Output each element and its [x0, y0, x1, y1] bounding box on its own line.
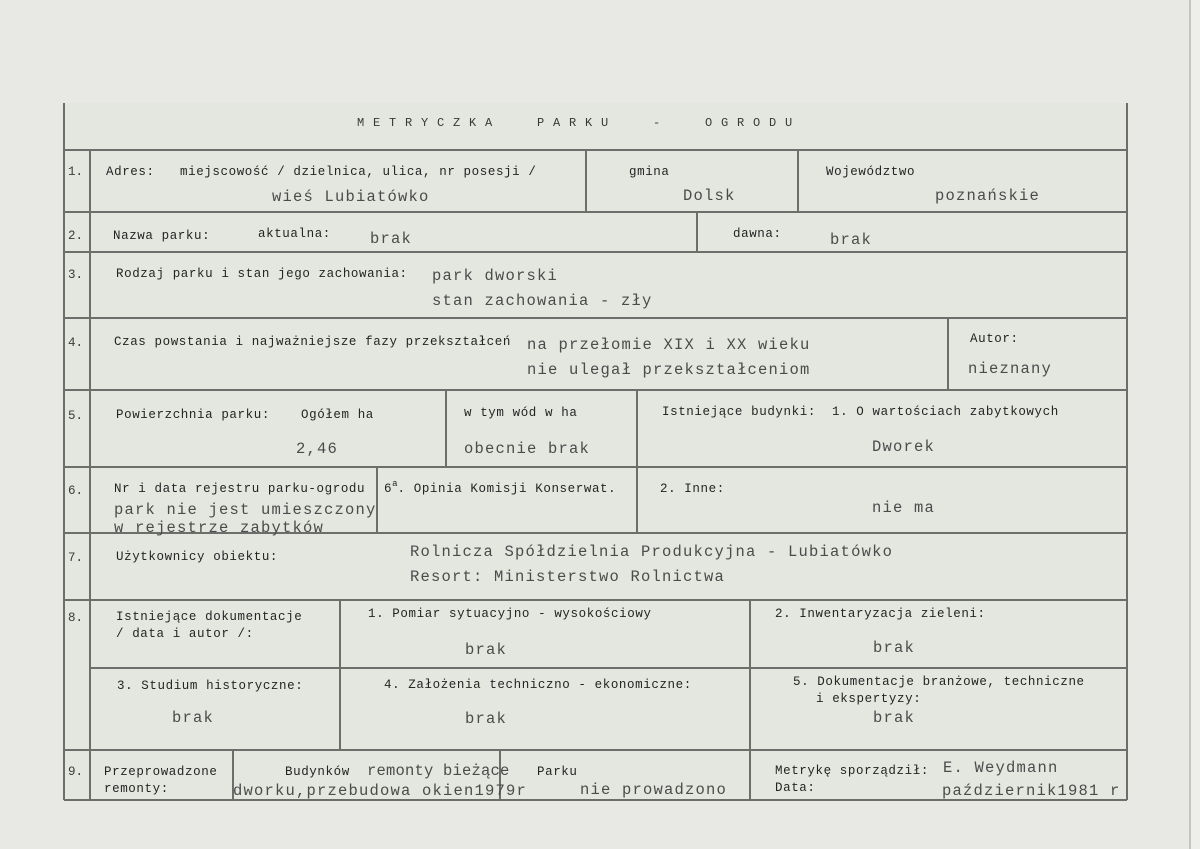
register-label: Nr i data rejestru parku-ogrodu: [114, 482, 366, 496]
park-repairs-label: Parku: [537, 765, 578, 779]
total-area-label: Ogółem ha: [301, 408, 374, 422]
form-title: METRYCZKA PARKU - OGRODU: [357, 116, 802, 130]
buildings-repairs-value: dworku,przebudowa okien1979r: [233, 782, 528, 800]
buildings-repairs-label: Budynków: [285, 765, 350, 779]
current-name-value: brak: [370, 230, 413, 248]
row-number: 2.: [68, 229, 84, 243]
history-label: Czas powstania i najważniejsze fazy przekształceń: [114, 335, 511, 349]
park-type-label: Rodzaj parku i stan jego zachowania:: [116, 267, 408, 281]
buildings-repairs-value: remonty bieżące: [367, 762, 510, 780]
greenery-value: brak: [873, 639, 916, 657]
row-number: 3.: [68, 268, 84, 282]
users-label: Użytkownicy obiektu:: [116, 550, 279, 564]
date-label: Data:: [775, 781, 816, 795]
park-repairs-value: nie prowadzono: [580, 781, 728, 799]
author-label: Autor:: [970, 332, 1019, 346]
address-value: wieś Lubiatówko: [272, 188, 430, 206]
address-hint: miejscowość / dzielnica, ulica, nr posesji /: [180, 165, 537, 179]
conservator-opinion-label: [384, 481, 616, 498]
survey-label: 1. Pomiar sytuacyjno - wysokościowy: [368, 607, 652, 621]
greenery-label: 2. Inwentaryzacja zieleni:: [775, 607, 986, 621]
area-label: Powierzchnia parku:: [116, 408, 270, 422]
author-value: nieznany: [968, 360, 1053, 378]
date-value: październik1981 r: [942, 782, 1121, 800]
branch-documentation-label: i ekspertyzy:: [816, 692, 922, 706]
row-number: 8.: [68, 611, 84, 625]
voivodeship-label: Województwo: [826, 165, 916, 179]
address-label: Adres:: [106, 165, 155, 179]
row-number: 1.: [68, 165, 84, 179]
repairs-label: remonty:: [104, 782, 169, 796]
opinion-number: 6: [384, 482, 393, 496]
prepared-by-label: Metrykę sporządził:: [775, 764, 929, 778]
park-type-value: park dworski: [432, 267, 559, 285]
current-name-label: aktualna:: [258, 227, 331, 241]
other-buildings-label: 2. Inne:: [660, 482, 725, 496]
heritage-buildings-label: 1. O wartościach zabytkowych: [832, 405, 1059, 419]
row-number: 9.: [68, 765, 84, 779]
row-number: 6.: [68, 484, 84, 498]
commune-label: gmina: [629, 165, 670, 179]
other-buildings-value: nie ma: [872, 499, 936, 517]
history-value: na przełomie XIX i XX wieku: [527, 336, 811, 354]
opinion-text: . Opinia Komisji Konserwat.: [397, 482, 617, 496]
former-name-label: dawna:: [733, 227, 782, 241]
register-value: park nie jest umieszczony: [114, 501, 377, 519]
park-condition-value: stan zachowania - zły: [432, 292, 653, 310]
total-area-value: 2,46: [296, 440, 339, 458]
historical-study-label: 3. Studium historyczne:: [117, 679, 304, 693]
history-value: nie ulegał przekształceniom: [527, 361, 811, 379]
users-value: Resort: Ministerstwo Rolnictwa: [410, 568, 726, 586]
former-name-value: brak: [830, 231, 873, 249]
commune-value: Dolsk: [683, 187, 736, 205]
technical-assumptions-value: brak: [465, 710, 508, 728]
survey-value: brak: [465, 641, 508, 659]
repairs-label: Przeprowadzone: [104, 765, 218, 779]
opinion-superscript: a: [392, 479, 398, 489]
historical-study-value: brak: [172, 709, 215, 727]
branch-documentation-label: 5. Dokumentacje branżowe, techniczne: [793, 675, 1085, 689]
row-number: 4.: [68, 336, 84, 350]
heritage-buildings-value: Dworek: [872, 438, 936, 456]
documentation-label: / data i autor /:: [116, 627, 254, 641]
users-value: Rolnicza Spółdzielnia Produkcyjna - Lubiatówko: [410, 543, 894, 561]
voivodeship-value: poznańskie: [935, 187, 1041, 205]
prepared-by-value: E. Weydmann: [943, 759, 1059, 777]
register-value: w rejestrze zabytków: [114, 519, 325, 537]
park-name-label: Nazwa parku:: [113, 229, 211, 243]
row-number: 7.: [68, 551, 84, 565]
documentation-label: Istniejące dokumentacje: [116, 610, 303, 624]
technical-assumptions-label: 4. Założenia techniczno - ekonomiczne:: [384, 678, 692, 692]
branch-documentation-value: brak: [873, 709, 916, 727]
water-area-value: obecnie brak: [464, 440, 591, 458]
row-number: 5.: [68, 409, 84, 423]
water-area-label: w tym wód w ha: [464, 406, 578, 420]
buildings-label: Istniejące budynki:: [662, 405, 816, 419]
